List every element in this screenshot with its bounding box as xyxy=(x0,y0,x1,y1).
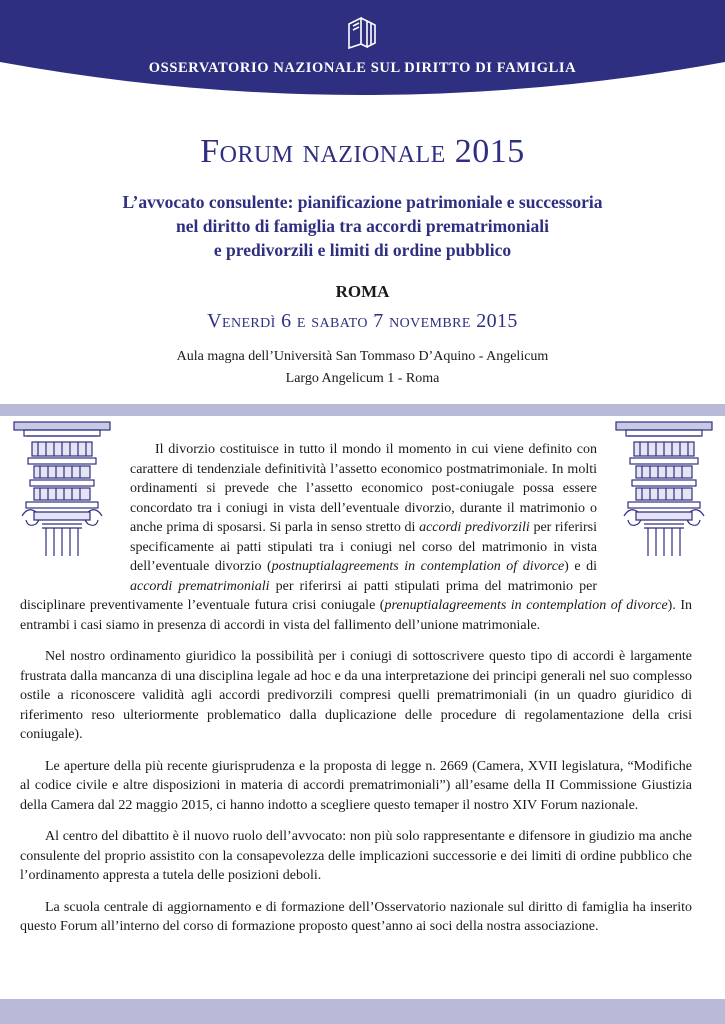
p1-text-d: per riferirsi ai patti stipulati prima del matrimonio per disciplinare preventivamente l’eventuale futura crisi coniugale ( xyxy=(20,578,597,613)
subtitle-line-1: L’avvocato consulente: pianificazione patrimoniale e successoria xyxy=(122,192,603,212)
paragraph-2: Nel nostro ordinamento giuridico la possibilità per i coniugi di sottoscrivere questo tipo di accordi è largamente frustrata dalla mancanza di una disciplina legale ad hoc e da una interpretazione dei principi generali nel suo complesso ostile a riconoscere validità agli accordi predivorzili compresi quelli prematrimoniali (in un quadro giuridico di riferimento reso ulteriormente problematico dalla duplicazione delle procedure di regolamentazione della crisi coniugale). xyxy=(20,649,692,742)
subtitle-line-2: nel diritto di famiglia tra accordi prematrimoniali xyxy=(176,216,549,236)
event-city: ROMA xyxy=(335,282,390,301)
p1-emphasis-1: accordi predivorzili xyxy=(419,520,530,535)
paragraph-4: Al centro del dibattito è il nuovo ruolo dell’avvocato: non più solo rappresentante e difensore in giudizio ma anche consulente del proprio assistito con la consapevolezza delle implicazioni successorie e dei limiti di ordine pubblico che l’ordinamento appresta a tutela delle posizioni deboli. xyxy=(20,829,692,883)
header-banner xyxy=(0,0,725,100)
left-float-spacer xyxy=(20,440,130,590)
forum-title: Forum nazionale 2015 xyxy=(200,133,525,170)
top-divider-band xyxy=(0,404,725,416)
venue-line-2: Largo Angelicum 1 - Roma xyxy=(285,371,440,386)
venue-line-1: Aula magna dell’Università San Tommaso D’Aquino - Angelicum xyxy=(176,349,549,364)
event-subtitle xyxy=(40,190,685,262)
subtitle-line-3: e predivorzili e limiti di ordine pubblico xyxy=(213,240,512,260)
p1-emphasis-2: postnuptialagreements in contemplation of divorce xyxy=(271,559,565,574)
organization-name: OSSERVATORIO NAZIONALE SUL DIRITTO DI FAMIGLIA xyxy=(148,60,577,76)
p1-text-a: Il divorzio costituisce in tutto il mondo il momento in cui viene definito con carattere di tendenziale definitività l’assetto economico postmatrimoniale. In molti ordinamenti si prevede che l’assetto economico post-coniugale possa essere concordato tra i coniugi in vista dell’eventuale divorzio, durante il matrimonio o anche prima di sposarsi. Si parla in senso stretto di xyxy=(130,442,597,535)
event-venue xyxy=(0,346,725,390)
p1-text-e: ). In entrambi i casi siamo in presenza di accordi in vista del fallimento dell’unione matrimoniale. xyxy=(20,598,692,633)
paragraph-3: Le aperture della più recente giurisprudenza e la proposta di legge n. 2669 (Camera, XVII legislatura, “Modifiche al codice civile e altre disposizioni in materia di accordi prematrimoniali”) all’esame della II Commissione Giustizia della Camera dal 22 maggio 2015, ci hanno indotto a scegliere questo temaper il nostro XIV Forum nazionale. xyxy=(20,758,692,813)
p1-text-b: per riferirsi specificamente ai patti stipulati tra i coniugi nel corso del matrimonio in vista dell’eventuale divorzio ( xyxy=(130,520,597,574)
event-date: Venerdì 6 e sabato 7 novembre 2015 xyxy=(207,310,518,332)
right-float-spacer xyxy=(597,440,692,590)
p1-text-c: ) e di xyxy=(564,559,597,574)
paragraph-5: La scuola centrale di aggiornamento e di formazione dell’Osservatorio nazionale sul diritto di famiglia ha inserito questo Forum all’interno del corso di formazione proposto quest’anno ai soci della nostra associazione. xyxy=(20,899,692,934)
body-text xyxy=(20,440,692,949)
p1-emphasis-3: accordi prematrimoniali xyxy=(130,578,270,594)
books-logo-icon xyxy=(345,14,381,50)
p1-emphasis-4: prenuptialagreements in contemplation of divorce xyxy=(384,598,668,613)
footer-band xyxy=(0,999,725,1024)
